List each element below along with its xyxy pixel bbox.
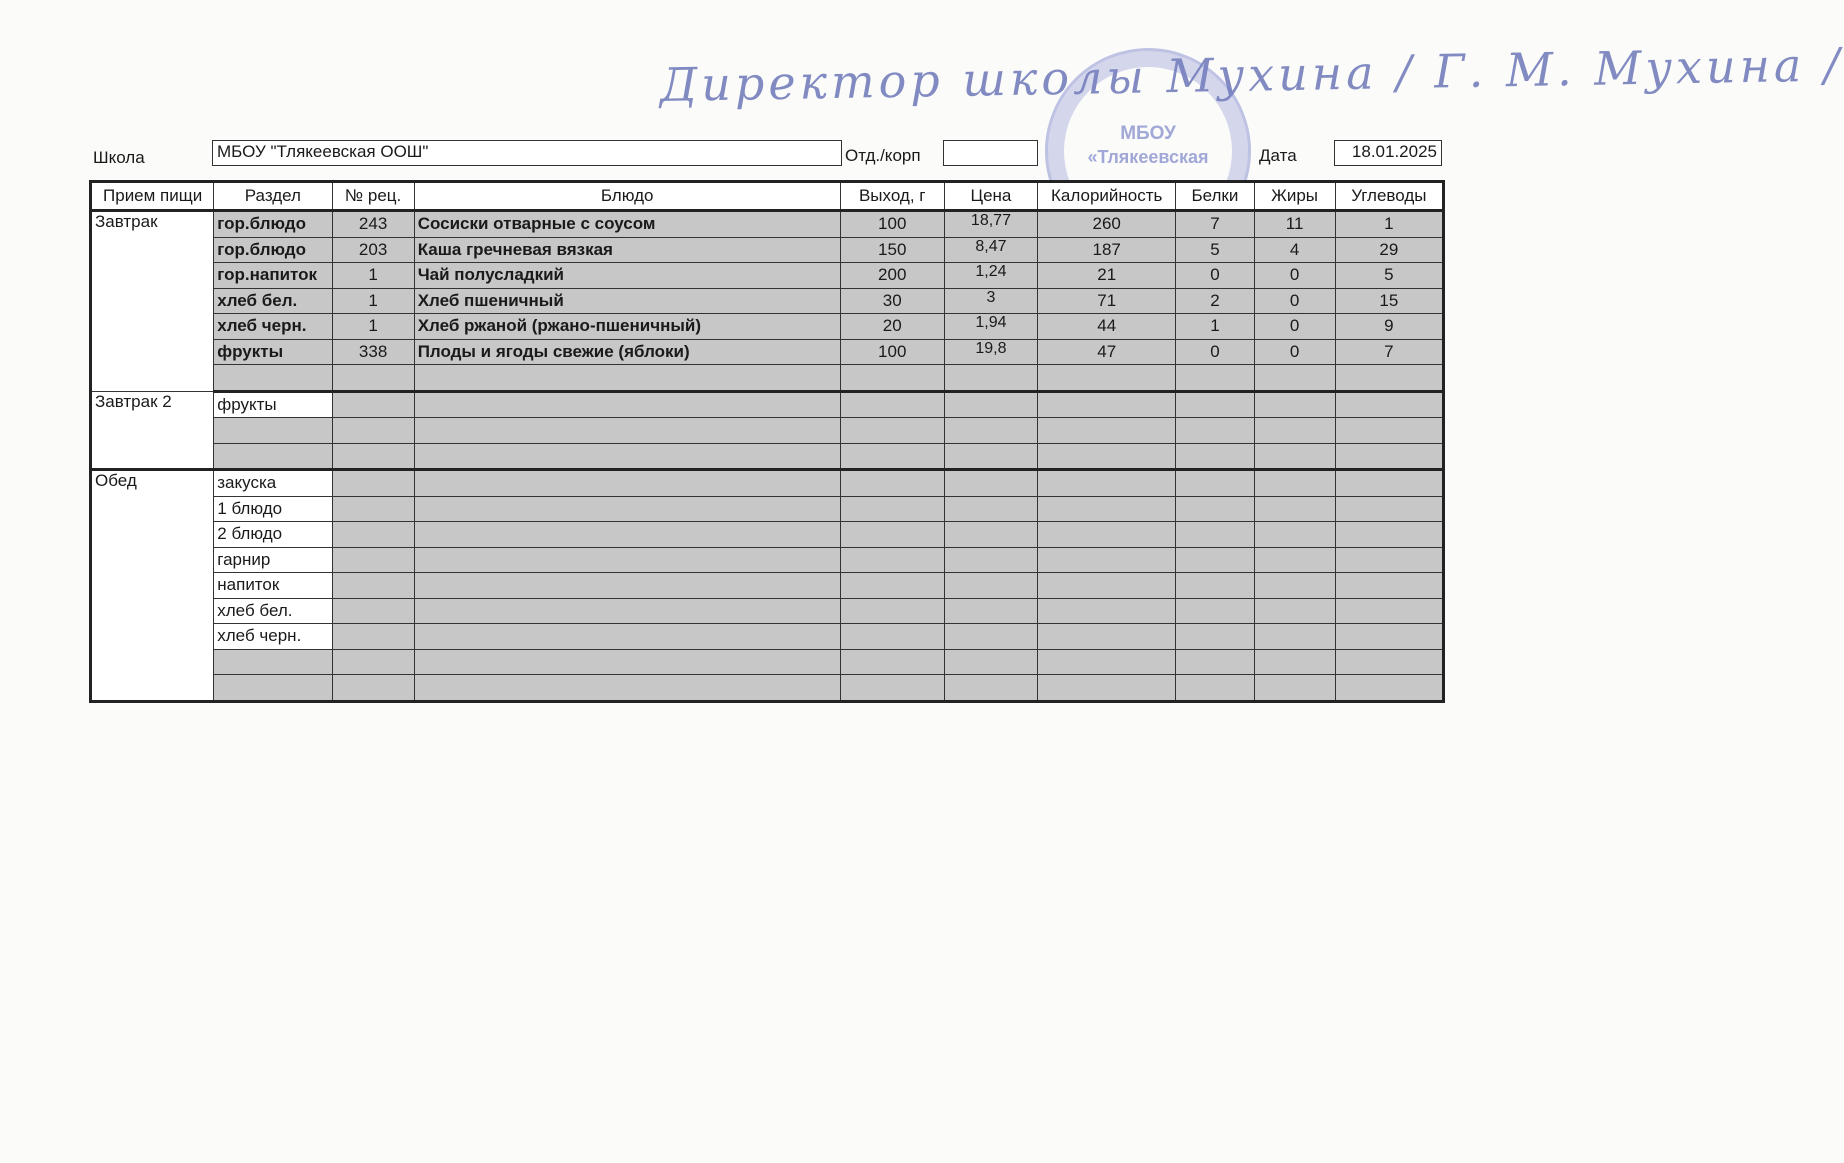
price-cell: 18,77 — [944, 211, 1037, 238]
protein-cell: 0 — [1176, 339, 1254, 365]
section-cell: гарнир — [214, 547, 332, 573]
section-cell: хлеб бел. — [214, 598, 332, 624]
section-cell: хлеб бел. — [214, 288, 332, 314]
kcal-cell — [1038, 418, 1176, 444]
yield-cell — [840, 418, 944, 444]
table-row — [91, 522, 1444, 548]
carbs-cell: 29 — [1335, 237, 1443, 263]
section-cell — [214, 675, 332, 702]
dish-cell: Плоды и ягоды свежие (яблоки) — [414, 339, 840, 365]
section-cell: закуска — [214, 470, 332, 497]
col-header: Выход, г — [840, 182, 944, 211]
carbs-cell: 9 — [1335, 314, 1443, 340]
protein-cell: 5 — [1176, 237, 1254, 263]
fat-cell — [1254, 365, 1335, 392]
school-label: Школа — [93, 148, 145, 167]
price-cell — [944, 391, 1037, 418]
recipe-cell — [332, 418, 414, 444]
col-header: Блюдо — [414, 182, 840, 211]
price-cell — [944, 443, 1037, 470]
table-row — [91, 470, 1444, 497]
protein-cell: 7 — [1176, 211, 1254, 238]
protein-cell: 1 — [1176, 314, 1254, 340]
director-signature: Директор школы Мухина / Г. М. Мухина / — [659, 37, 1844, 113]
col-header: № рец. — [332, 182, 414, 211]
table-row — [91, 391, 1444, 418]
col-header: Раздел — [214, 182, 332, 211]
table-row — [91, 418, 1444, 444]
carbs-cell — [1335, 443, 1443, 470]
price-cell: 19,8 — [944, 339, 1037, 365]
recipe-cell — [332, 391, 414, 418]
recipe-cell — [332, 443, 414, 470]
menu-table — [89, 180, 1445, 703]
recipe-cell: 1 — [332, 263, 414, 289]
dish-cell: Хлеб ржаной (ржано-пшеничный) — [414, 314, 840, 340]
recipe-cell: 1 — [332, 314, 414, 340]
recipe-cell: 338 — [332, 339, 414, 365]
section-cell — [214, 443, 332, 470]
section-cell: напиток — [214, 573, 332, 599]
yield-cell: 100 — [840, 339, 944, 365]
fat-cell — [1254, 443, 1335, 470]
dish-cell: Каша гречневая вязкая — [414, 237, 840, 263]
carbs-cell — [1335, 418, 1443, 444]
fat-cell: 4 — [1254, 237, 1335, 263]
table-row — [91, 624, 1444, 650]
protein-cell — [1176, 443, 1254, 470]
kcal-cell: 44 — [1038, 314, 1176, 340]
kcal-cell — [1038, 443, 1176, 470]
carbs-cell: 5 — [1335, 263, 1443, 289]
price-cell: 3 — [944, 288, 1037, 314]
table-row — [91, 496, 1444, 522]
col-header: Цена — [944, 182, 1037, 211]
dish-cell — [414, 365, 840, 392]
kcal-cell — [1038, 391, 1176, 418]
section-cell: гор.напиток — [214, 263, 332, 289]
section-cell — [214, 418, 332, 444]
fat-cell — [1254, 418, 1335, 444]
fat-cell: 0 — [1254, 339, 1335, 365]
carbs-cell: 15 — [1335, 288, 1443, 314]
protein-cell — [1176, 418, 1254, 444]
section-cell: гор.блюдо — [214, 211, 332, 238]
carbs-cell — [1335, 391, 1443, 418]
section-cell — [214, 649, 332, 675]
date-label: Дата — [1259, 146, 1297, 165]
meal-name: Обед — [91, 470, 214, 702]
fat-cell: 11 — [1254, 211, 1335, 238]
price-cell — [944, 418, 1037, 444]
meal-name: Завтрак — [91, 211, 214, 392]
yield-cell: 100 — [840, 211, 944, 238]
table-row — [91, 211, 1444, 238]
dish-cell: Хлеб пшеничный — [414, 288, 840, 314]
table-row — [91, 263, 1444, 289]
table-row — [91, 314, 1444, 340]
table-row — [91, 547, 1444, 573]
table-row — [91, 675, 1444, 702]
dept-field[interactable] — [943, 140, 1038, 166]
dish-cell: Чай полусладкий — [414, 263, 840, 289]
section-cell: 1 блюдо — [214, 496, 332, 522]
dish-cell — [414, 418, 840, 444]
recipe-cell: 1 — [332, 288, 414, 314]
yield-cell: 200 — [840, 263, 944, 289]
protein-cell: 0 — [1176, 263, 1254, 289]
fat-cell: 0 — [1254, 263, 1335, 289]
col-header: Калорийность — [1038, 182, 1176, 211]
section-cell — [214, 365, 332, 392]
col-header: Белки — [1176, 182, 1254, 211]
table-row — [91, 573, 1444, 599]
kcal-cell: 260 — [1038, 211, 1176, 238]
carbs-cell: 1 — [1335, 211, 1443, 238]
protein-cell: 2 — [1176, 288, 1254, 314]
kcal-cell — [1038, 365, 1176, 392]
section-cell: хлеб черн. — [214, 314, 332, 340]
yield-cell: 30 — [840, 288, 944, 314]
kcal-cell: 21 — [1038, 263, 1176, 289]
table-row — [91, 443, 1444, 470]
carbs-cell: 7 — [1335, 339, 1443, 365]
kcal-cell: 47 — [1038, 339, 1176, 365]
table-row — [91, 649, 1444, 675]
school-field[interactable]: МБОУ "Тлякеевская ООШ" — [212, 140, 842, 166]
price-cell: 1,24 — [944, 263, 1037, 289]
fat-cell: 0 — [1254, 288, 1335, 314]
col-header: Жиры — [1254, 182, 1335, 211]
dish-cell — [414, 391, 840, 418]
section-cell: гор.блюдо — [214, 237, 332, 263]
price-cell: 8,47 — [944, 237, 1037, 263]
yield-cell — [840, 391, 944, 418]
yield-cell: 150 — [840, 237, 944, 263]
yield-cell: 20 — [840, 314, 944, 340]
fat-cell — [1254, 391, 1335, 418]
meal-name: Завтрак 2 — [91, 391, 214, 470]
dept-label: Отд./корп — [845, 146, 921, 165]
table-row — [91, 339, 1444, 365]
carbs-cell — [1335, 365, 1443, 392]
price-cell — [944, 365, 1037, 392]
table-row — [91, 598, 1444, 624]
dish-cell — [414, 443, 840, 470]
price-cell: 1,94 — [944, 314, 1037, 340]
table-row — [91, 365, 1444, 392]
recipe-cell: 243 — [332, 211, 414, 238]
protein-cell — [1176, 365, 1254, 392]
table-row — [91, 288, 1444, 314]
table-row — [91, 237, 1444, 263]
stamp-name: «Тлякеевская — [1087, 147, 1209, 167]
section-cell: хлеб черн. — [214, 624, 332, 650]
col-header: Углеводы — [1335, 182, 1443, 211]
section-cell: 2 блюдо — [214, 522, 332, 548]
table-header-row — [91, 182, 1444, 211]
fat-cell: 0 — [1254, 314, 1335, 340]
recipe-cell: 203 — [332, 237, 414, 263]
dish-cell: Сосиски отварные с соусом — [414, 211, 840, 238]
protein-cell — [1176, 391, 1254, 418]
yield-cell — [840, 443, 944, 470]
recipe-cell — [332, 365, 414, 392]
col-header: Прием пищи — [91, 182, 214, 211]
kcal-cell: 71 — [1038, 288, 1176, 314]
section-cell: фрукты — [214, 391, 332, 418]
section-cell: фрукты — [214, 339, 332, 365]
date-field[interactable]: 18.01.2025 — [1334, 140, 1442, 166]
kcal-cell: 187 — [1038, 237, 1176, 263]
stamp-org: МБОУ — [1120, 123, 1176, 144]
yield-cell — [840, 365, 944, 392]
